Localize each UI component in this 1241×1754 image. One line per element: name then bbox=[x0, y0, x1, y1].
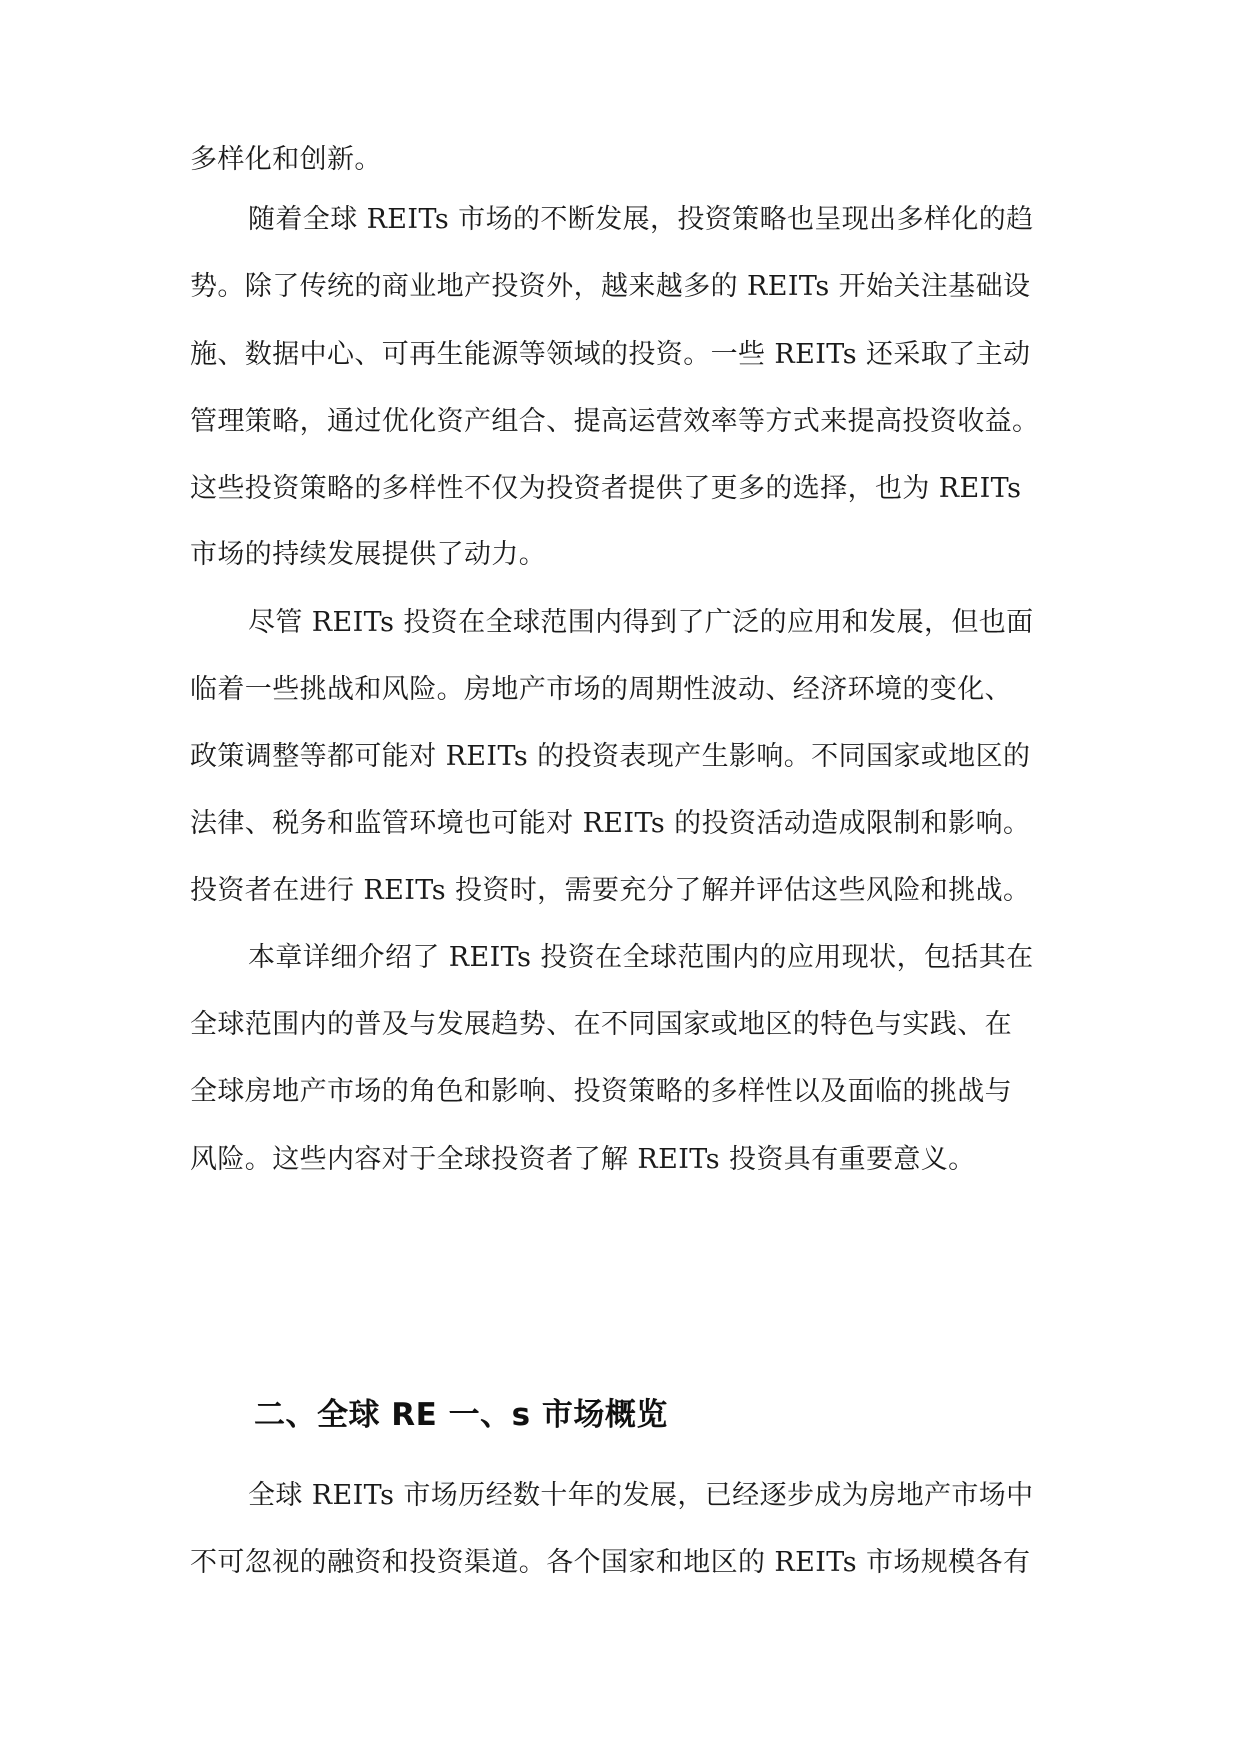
section-heading: 二、全球 RE 一、s 市场概览 bbox=[254, 1397, 668, 1433]
text-line: 法律、税务和监管环境也可能对 REITs 的投资活动造成限制和影响。 bbox=[190, 808, 1031, 839]
text-line: 投资者在进行 REITs 投资时，需要充分了解并评估这些风险和挑战。 bbox=[190, 875, 1031, 906]
text-line: 不可忽视的融资和投资渠道。各个国家和地区的 REITs 市场规模各有 bbox=[190, 1547, 1031, 1578]
text-line: 风险。这些内容对于全球投资者了解 REITs 投资具有重要意义。 bbox=[190, 1144, 976, 1175]
text-line: 施、数据中心、可再生能源等领域的投资。一些 REITs 还采取了主动 bbox=[190, 339, 1031, 370]
paragraph-first-line: 尽管 REITs 投资在全球范围内得到了广泛的应用和发展，但也面 bbox=[248, 607, 1034, 638]
text-line: 多样化和创新。 bbox=[190, 144, 382, 175]
text-line: 全球范围内的普及与发展趋势、在不同国家或地区的特色与实践、在 bbox=[190, 1009, 1012, 1040]
text-line: 势。除了传统的商业地产投资外，越来越多的 REITs 开始关注基础设 bbox=[190, 271, 1031, 302]
paragraph-first-line: 全球 REITs 市场历经数十年的发展，已经逐步成为房地产市场中 bbox=[248, 1480, 1034, 1511]
text-line: 市场的持续发展提供了动力。 bbox=[190, 539, 547, 570]
text-line: 全球房地产市场的角色和影响、投资策略的多样性以及面临的挑战与 bbox=[190, 1076, 1012, 1107]
text-line: 政策调整等都可能对 REITs 的投资表现产生影响。不同国家或地区的 bbox=[190, 741, 1031, 772]
text-line: 管理策略，通过优化资产组合、提高运营效率等方式来提高投资收益。 bbox=[190, 406, 1040, 437]
paragraph-first-line: 随着全球 REITs 市场的不断发展，投资策略也呈现出多样化的趋 bbox=[248, 204, 1034, 235]
paragraph-first-line: 本章详细介绍了 REITs 投资在全球范围内的应用现状，包括其在 bbox=[248, 942, 1034, 973]
text-line: 这些投资策略的多样性不仅为投资者提供了更多的选择，也为 REITs bbox=[190, 473, 1022, 504]
text-line: 临着一些挑战和风险。房地产市场的周期性波动、经济环境的变化、 bbox=[190, 674, 1012, 705]
